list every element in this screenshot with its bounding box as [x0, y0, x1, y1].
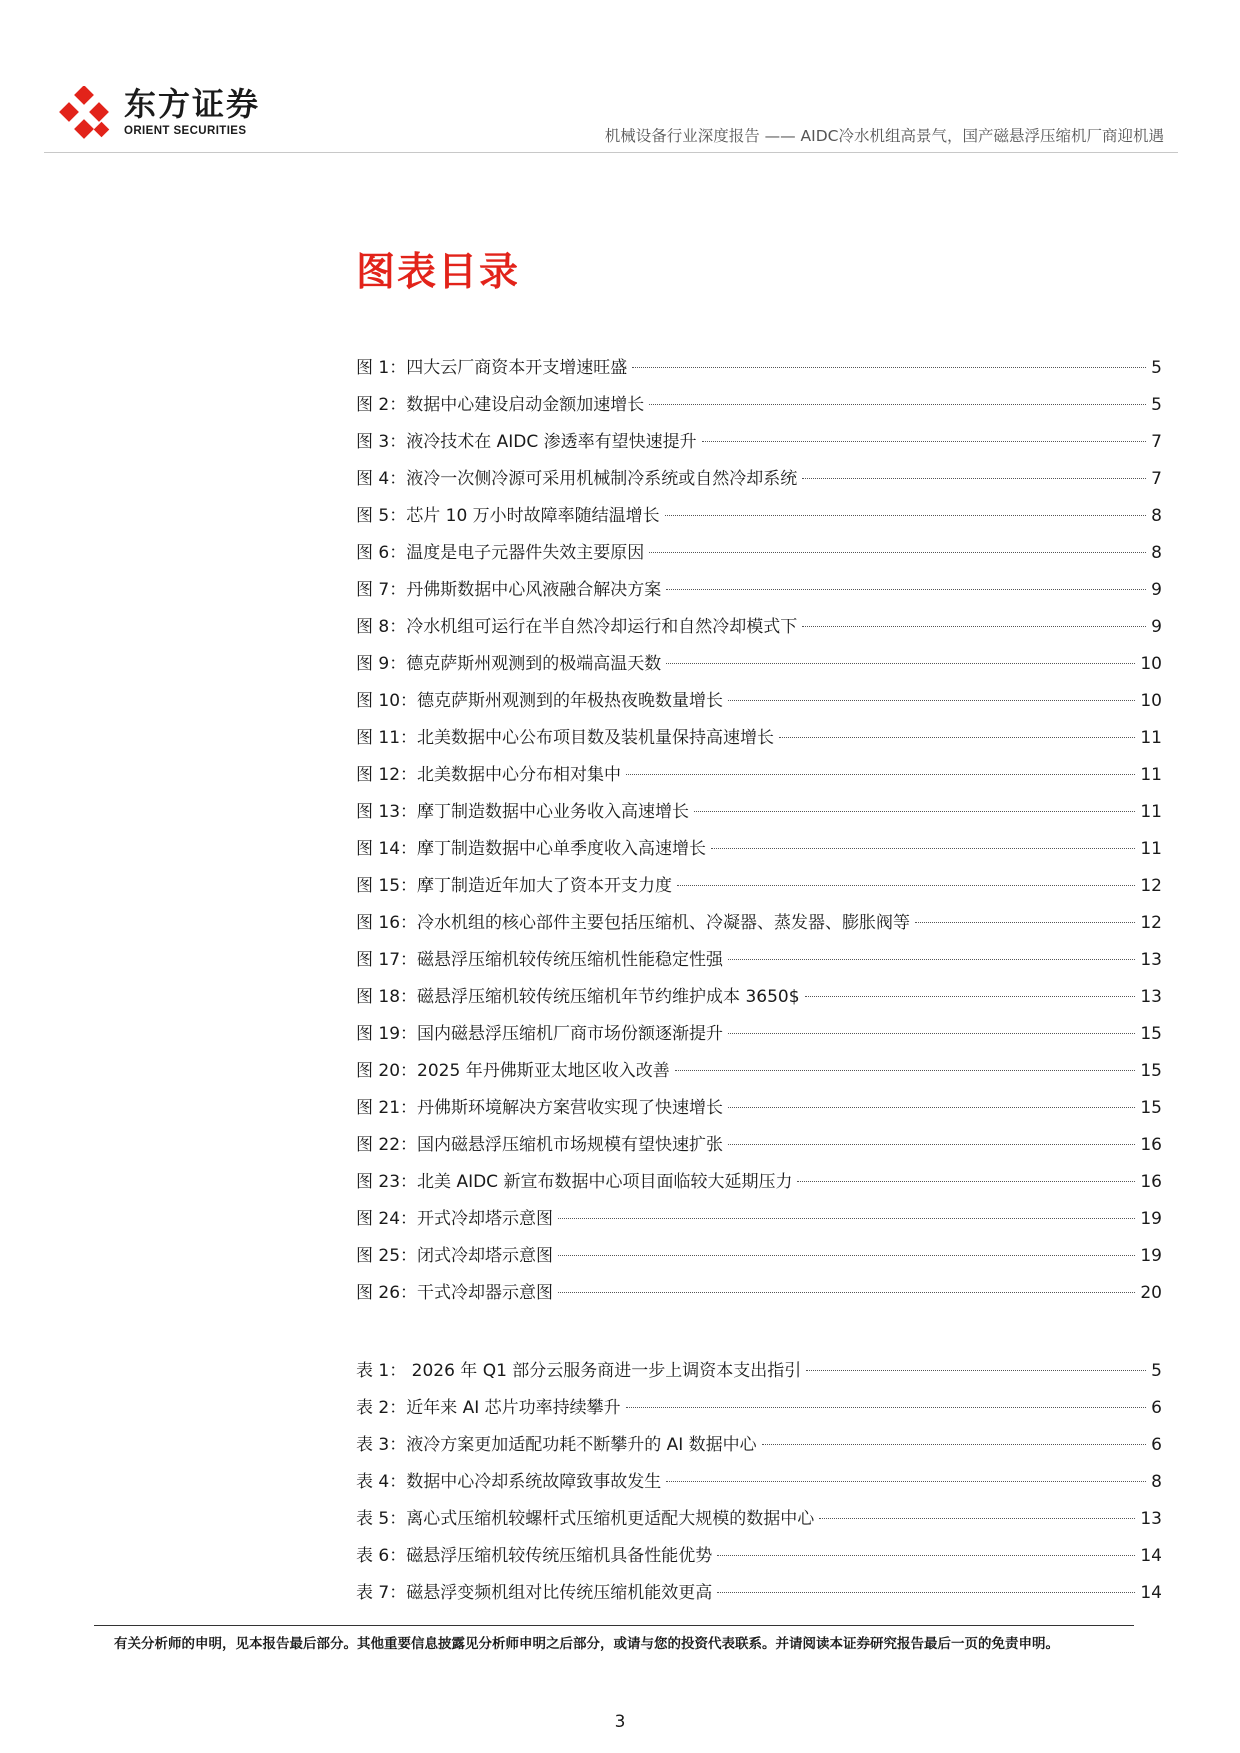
dot-leader	[762, 1443, 1147, 1445]
toc-figure-entry[interactable]	[356, 1016, 1162, 1053]
toc-entry-page: 15	[1140, 1061, 1162, 1081]
toc-entry-page: 14	[1140, 1583, 1162, 1603]
toc-table-entry[interactable]	[356, 1501, 1162, 1538]
toc-entry-label: 图 5：芯片 10 万小时故障率随结温增长	[356, 506, 660, 526]
toc-entry-label: 表 2：近年来 AI 芯片功率持续攀升	[356, 1398, 621, 1418]
toc-figure-entry[interactable]	[356, 1090, 1162, 1127]
toc-heading: 图表目录	[356, 250, 521, 295]
toc-entry-label: 图 24：开式冷却塔示意图	[356, 1209, 554, 1229]
dot-leader	[666, 588, 1146, 590]
toc-figure-entry[interactable]	[356, 1053, 1162, 1090]
toc-figure-entry[interactable]	[356, 498, 1162, 535]
toc-entry-page: 12	[1140, 876, 1162, 896]
toc-entry-label: 图 17：磁悬浮压缩机较传统压缩机性能稳定性强	[356, 950, 724, 970]
toc-entry-page: 5	[1151, 1361, 1162, 1381]
toc-entry-label: 表 6：磁悬浮压缩机较传统压缩机具备性能优势	[356, 1546, 713, 1566]
toc-figure-entry[interactable]	[356, 720, 1162, 757]
toc-entry-label: 图 6：温度是电子元器件失效主要原因	[356, 543, 645, 563]
dot-leader	[677, 884, 1135, 886]
toc-table-entry[interactable]	[356, 1427, 1162, 1464]
toc-figure-entry[interactable]	[356, 461, 1162, 498]
toc-entry-page: 16	[1140, 1172, 1162, 1192]
toc-entry-label: 图 22：国内磁悬浮压缩机市场规模有望快速扩张	[356, 1135, 724, 1155]
logo-english-name: ORIENT SECURITIES	[124, 125, 247, 137]
toc-entry-label: 图 16：冷水机组的核心部件主要包括压缩机、冷凝器、蒸发器、膨胀阀等	[356, 913, 911, 933]
toc-entry-label: 图 4：液冷一次侧冷源可采用机械制冷系统或自然冷却系统	[356, 469, 798, 489]
toc-figure-entry[interactable]	[356, 387, 1162, 424]
dot-leader	[649, 551, 1146, 553]
dot-leader	[626, 1406, 1147, 1408]
toc-table-entry[interactable]	[356, 1575, 1162, 1612]
page-header	[0, 0, 1240, 160]
toc-figure-entry[interactable]	[356, 905, 1162, 942]
page-number: 3	[614, 1712, 626, 1732]
toc-entry-label: 表 3：液冷方案更加适配功耗不断攀升的 AI 数据中心	[356, 1435, 757, 1455]
toc-entry-page: 13	[1140, 1509, 1162, 1529]
dot-leader	[915, 921, 1135, 923]
toc-entry-label: 表 1： 2026 年 Q1 部分云服务商进一步上调资本支出指引	[356, 1361, 802, 1381]
toc-entry-page: 19	[1140, 1246, 1162, 1266]
toc-figure-entry[interactable]	[356, 757, 1162, 794]
toc-entry-label: 图 15：摩丁制造近年加大了资本开支力度	[356, 876, 673, 896]
toc-figure-entry[interactable]	[356, 979, 1162, 1016]
toc-entry-page: 11	[1140, 802, 1162, 822]
toc-figure-entry[interactable]	[356, 350, 1162, 387]
tables-list	[356, 1353, 1162, 1612]
dot-leader	[802, 477, 1146, 479]
toc-entry-label: 图 14：摩丁制造数据中心单季度收入高速增长	[356, 839, 707, 859]
toc-entry-label: 图 3：液冷技术在 AIDC 渗透率有望快速提升	[356, 432, 697, 452]
toc-entry-label: 图 21：丹佛斯环境解决方案营收实现了快速增长	[356, 1098, 724, 1118]
toc-entry-page: 13	[1140, 950, 1162, 970]
dot-leader	[649, 403, 1146, 405]
toc-figure-entry[interactable]	[356, 646, 1162, 683]
toc-entry-label: 表 5：离心式压缩机较螺杆式压缩机更适配大规模的数据中心	[356, 1509, 815, 1529]
toc-entry-page: 14	[1140, 1546, 1162, 1566]
toc-figure-entry[interactable]	[356, 572, 1162, 609]
toc-entry-page: 15	[1140, 1024, 1162, 1044]
logo-chinese-name: 东方证券	[124, 85, 261, 123]
toc-figure-entry[interactable]	[356, 535, 1162, 572]
dot-leader	[694, 810, 1135, 812]
toc-entry-label: 表 4：数据中心冷却系统故障致事故发生	[356, 1472, 662, 1492]
toc-entry-page: 7	[1151, 432, 1162, 452]
toc-entry-label: 图 13：摩丁制造数据中心业务收入高速增长	[356, 802, 690, 822]
toc-entry-label: 表 7：磁悬浮变频机组对比传统压缩机能效更高	[356, 1583, 713, 1603]
toc-entry-label: 图 10：德克萨斯州观测到的年极热夜晚数量增长	[356, 691, 724, 711]
toc-table-entry[interactable]	[356, 1390, 1162, 1427]
dot-leader	[728, 1143, 1135, 1145]
toc-entry-page: 5	[1151, 395, 1162, 415]
dot-leader	[666, 662, 1135, 664]
dot-leader	[819, 1517, 1135, 1519]
dot-leader	[665, 514, 1147, 516]
dot-leader	[666, 1480, 1146, 1482]
report-title: 机械设备行业深度报告 —— AIDC冷水机组高景气，国产磁悬浮压缩机厂商迎机遇	[604, 127, 1164, 145]
toc-figure-entry[interactable]	[356, 609, 1162, 646]
toc-figure-entry[interactable]	[356, 1164, 1162, 1201]
toc-entry-label: 图 23：北美 AIDC 新宣布数据中心项目面临较大延期压力	[356, 1172, 793, 1192]
dot-leader	[806, 1369, 1146, 1371]
disclaimer: 有关分析师的申明，见本报告最后部分。其他重要信息披露见分析师申明之后部分，或请与您的投资代表联系。并请阅读本证券研究报告最后一页的免责申明。	[114, 1636, 1059, 1652]
figures-list	[356, 350, 1162, 1312]
dot-leader	[558, 1254, 1135, 1256]
dot-leader	[805, 995, 1136, 997]
toc-entry-page: 12	[1140, 913, 1162, 933]
toc-entry-label: 图 2：数据中心建设启动金额加速增长	[356, 395, 645, 415]
toc-entry-page: 20	[1140, 1283, 1162, 1303]
dot-leader	[717, 1591, 1135, 1593]
toc-entry-label: 图 11：北美数据中心公布项目数及装机量保持高速增长	[356, 728, 775, 748]
toc-entry-page: 11	[1140, 765, 1162, 785]
toc-entry-page: 10	[1140, 654, 1162, 674]
toc-entry-label: 图 26：干式冷却器示意图	[356, 1283, 554, 1303]
toc-entry-label: 图 8：冷水机组可运行在半自然冷却运行和自然冷却模式下	[356, 617, 798, 637]
toc-entry-page: 8	[1151, 1472, 1162, 1492]
toc-figure-entry[interactable]	[356, 1127, 1162, 1164]
dot-leader	[558, 1217, 1135, 1219]
toc-table-entry[interactable]	[356, 1538, 1162, 1575]
toc-entry-label: 图 20：2025 年丹佛斯亚太地区收入改善	[356, 1061, 670, 1081]
toc-figure-entry[interactable]	[356, 942, 1162, 979]
header-divider	[44, 152, 1178, 153]
toc-entry-label: 图 7：丹佛斯数据中心风液融合解决方案	[356, 580, 662, 600]
toc-entry-page: 6	[1151, 1435, 1162, 1455]
dot-leader	[632, 366, 1146, 368]
dot-leader	[626, 773, 1135, 775]
dot-leader	[728, 1106, 1135, 1108]
toc-entry-page: 13	[1140, 987, 1162, 1007]
toc-figure-entry[interactable]	[356, 831, 1162, 868]
toc-entry-page: 15	[1140, 1098, 1162, 1118]
dot-leader	[728, 958, 1135, 960]
dot-leader	[779, 736, 1135, 738]
toc-figure-entry[interactable]	[356, 794, 1162, 831]
toc-entry-page: 10	[1140, 691, 1162, 711]
toc-entry-label: 图 9：德克萨斯州观测到的极端高温天数	[356, 654, 662, 674]
toc-table-entry[interactable]	[356, 1464, 1162, 1501]
toc-entry-page: 6	[1151, 1398, 1162, 1418]
toc-figure-entry[interactable]	[356, 424, 1162, 461]
toc-entry-page: 8	[1151, 543, 1162, 563]
footer-divider	[94, 1625, 1134, 1626]
toc-entry-page: 16	[1140, 1135, 1162, 1155]
dot-leader	[797, 1180, 1135, 1182]
toc-entry-page: 8	[1151, 506, 1162, 526]
toc-table-entry[interactable]	[356, 1353, 1162, 1390]
toc-entry-label: 图 19：国内磁悬浮压缩机厂商市场份额逐渐提升	[356, 1024, 724, 1044]
dot-leader	[802, 625, 1146, 627]
toc-entry-page: 11	[1140, 839, 1162, 859]
toc-figure-entry[interactable]	[356, 1201, 1162, 1238]
toc-entry-page: 19	[1140, 1209, 1162, 1229]
toc-figure-entry[interactable]	[356, 868, 1162, 905]
dot-leader	[702, 440, 1147, 442]
toc-entry-page: 7	[1151, 469, 1162, 489]
toc-figure-entry[interactable]	[356, 1238, 1162, 1275]
toc-figure-entry[interactable]	[356, 1275, 1162, 1312]
toc-entry-page: 5	[1151, 358, 1162, 378]
toc-entry-page: 11	[1140, 728, 1162, 748]
dot-leader	[728, 699, 1135, 701]
toc-entry-label: 图 25：闭式冷却塔示意图	[356, 1246, 554, 1266]
toc-entry-label: 图 18：磁悬浮压缩机较传统压缩机年节约维护成本 3650$	[356, 987, 800, 1007]
orient-securities-logo-icon	[58, 86, 116, 144]
toc-entry-page: 9	[1151, 580, 1162, 600]
dot-leader	[675, 1069, 1136, 1071]
toc-entry-page: 9	[1151, 617, 1162, 637]
toc-entry-label: 图 1：四大云厂商资本开支增速旺盛	[356, 358, 628, 378]
dot-leader	[728, 1032, 1135, 1034]
dot-leader	[717, 1554, 1135, 1556]
dot-leader	[711, 847, 1135, 849]
toc-entry-label: 图 12：北美数据中心分布相对集中	[356, 765, 622, 785]
toc-figure-entry[interactable]	[356, 683, 1162, 720]
dot-leader	[558, 1291, 1135, 1293]
